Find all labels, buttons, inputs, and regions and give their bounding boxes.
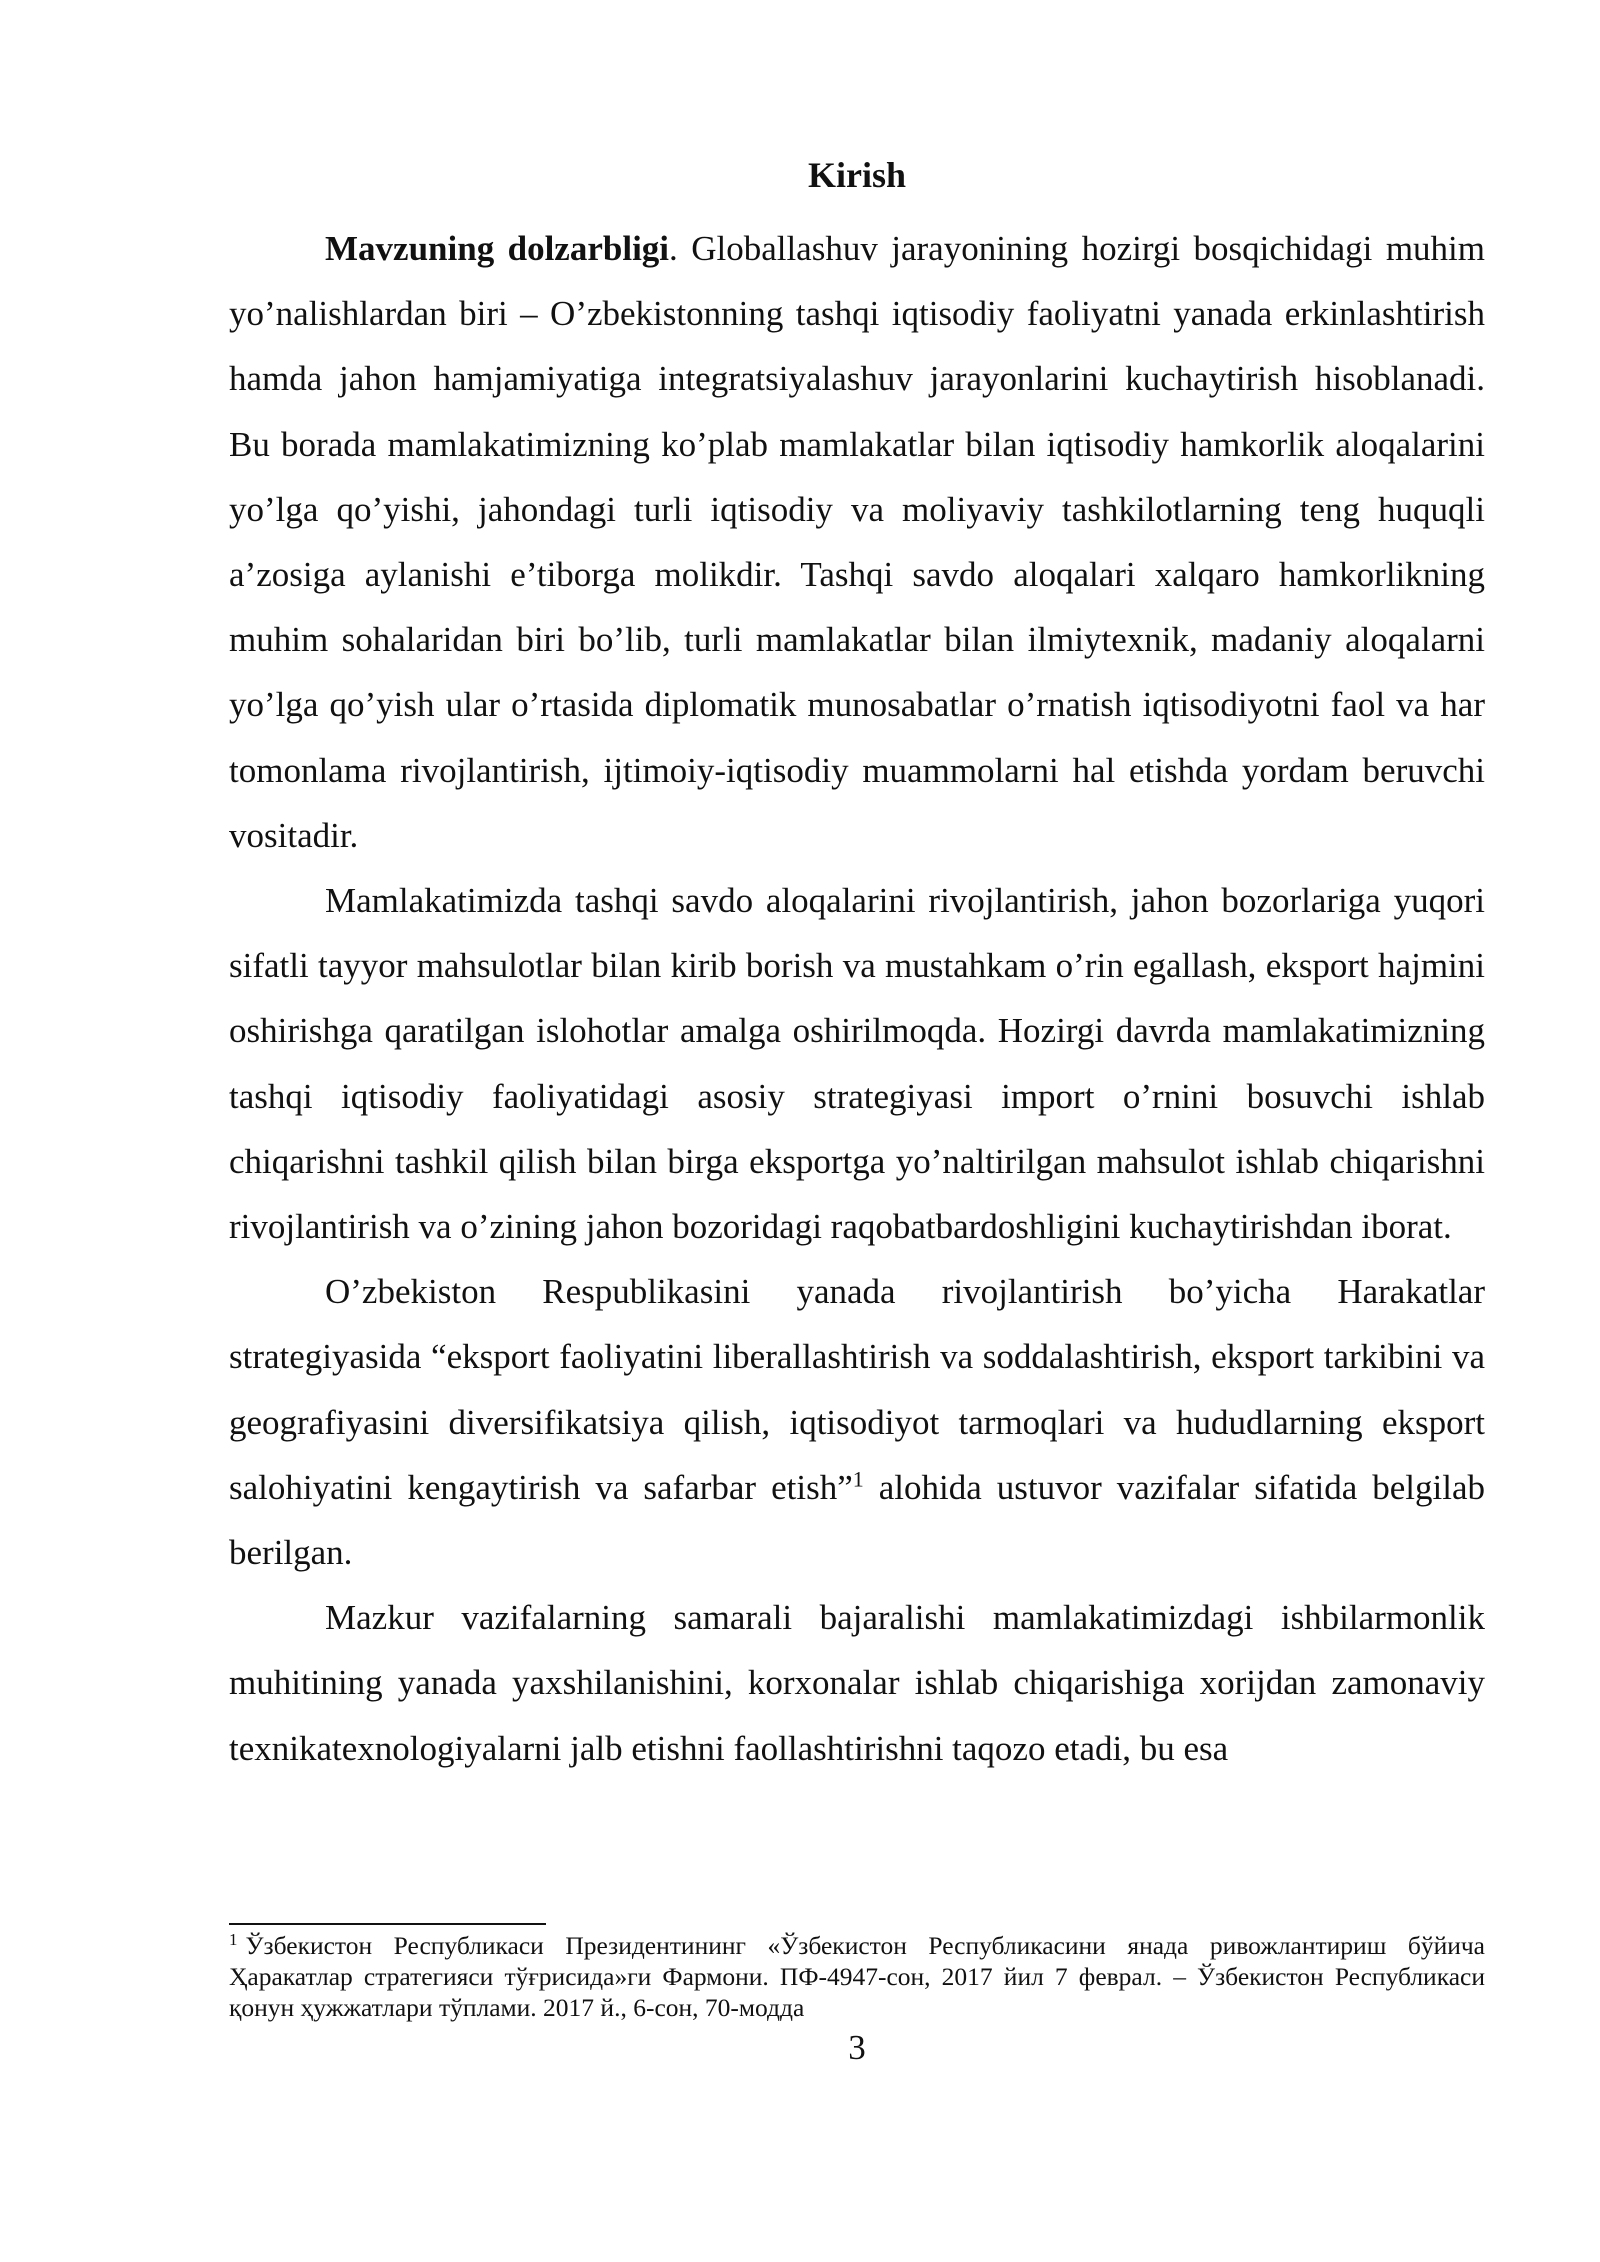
footnote-number: 1 xyxy=(229,1929,238,1949)
section-title: Kirish xyxy=(807,155,906,195)
paragraph-relevance xyxy=(229,216,1485,868)
footnote-separator xyxy=(229,1923,546,1925)
paragraph-text: O’zbekiston Respublikasini yanada rivojlantirish bo’yicha Harakatlar strategiyasida “eksport faoliyatini liberallashtirish va soddalashtirish, eksport tarkibini va geografiyasini diversifikatsiya qilish, iqtisodiyot tarmoqlari va hududlarning eksport salohiyatini kengaytirish va safarbar etish” xyxy=(229,1272,1485,1507)
paragraph-action-strategy xyxy=(229,1259,1485,1585)
paragraph-trade-relations xyxy=(229,868,1485,1259)
paragraph-lead: Mavzuning dolzarbligi xyxy=(325,229,670,268)
footnote xyxy=(229,1930,1485,2023)
paragraph-text: . Globallashuv jarayonining hozirgi bosqichidagi muhim yo’nalishlardan biri – O’zbekistonning tashqi iqtisodiy faoliyatni yanada erkinlashtirish hamda jahon hamjamiyatiga integratsiyalashuv jarayonlarini kuchaytirish hisoblanadi. Bu borada mamlakatimizning ko’plab mamlakatlar bilan iqtisodiy hamkorlik aloqalarini yo’lga qo’yishi, jahondagi turli iqtisodiy va moliyaviy tashkilotlarning teng huquqli a’zosiga aylanishi e’tiborga molikdir. Tashqi savdo aloqalari xalqaro hamkorlikning muhim sohalaridan biri bo’lib, turli mamlakatlar bilan ilmiytexnik, madaniy aloqalarni yo’lga qo’yish ular o’rtasida diplomatik munosabatlar o’rnatish iqtisodiyotni faol va har tomonlama rivojlantirish, ijtimoiy-iqtisodiy muammolarni hal etishda yordam beruvchi vositadir. xyxy=(229,229,1485,855)
paragraph-tasks xyxy=(229,1585,1485,1781)
page-body xyxy=(229,150,1485,1781)
footnote-text: Ўзбекистон Республикаси Президентининг «Ўзбекистон Республикасини янада ривожлантириш бўйича Ҳаракатлар стратегияси тўғрисида»ги Фармони. ПФ-4947-сон, 2017 йил 7 феврал. – Ўзбекистон Республикаси қонун ҳужжатлари тўплами. 2017 й., 6-сон, 70-модда xyxy=(229,1931,1485,2022)
page-number: 3 xyxy=(848,2028,866,2067)
paragraph-text: Mazkur vazifalarning samarali bajaralishi mamlakatimizdagi ishbilarmonlik muhitining yanada yaxshilanishini, korxonalar ishlab chiqarishiga xorijdan zamonaviy texnikatexnologiyalarni jalb etishni faollashtirishni taqozo etadi, bu esa xyxy=(229,1598,1485,1768)
paragraph-text: Mamlakatimizda tashqi savdo aloqalarini rivojlantirish, jahon bozorlariga yuqori sifatli tayyor mahsulotlar bilan kirib borish va mustahkam o’rin egallash, eksport hajmini oshirishga qaratilgan islohotlar amalga oshirilmoqda. Hozirgi davrda mamlakatimizning tashqi iqtisodiy faoliyatidagi asosiy strategiyasi import o’rnini bosuvchi ishlab chiqarishni tashkil qilish bilan birga eksportga yo’naltirilgan mahsulot ishlab chiqarishni rivojlantirish va o’zining jahon bozoridagi raqobatbardoshligini kuchaytirishdan iborat. xyxy=(229,881,1485,1247)
paragraph-text-continued: alohida ustuvor vazifalar sifatida belgilab berilgan. xyxy=(229,1467,1485,1573)
footnote-reference[interactable]: 1 xyxy=(852,1466,864,1492)
